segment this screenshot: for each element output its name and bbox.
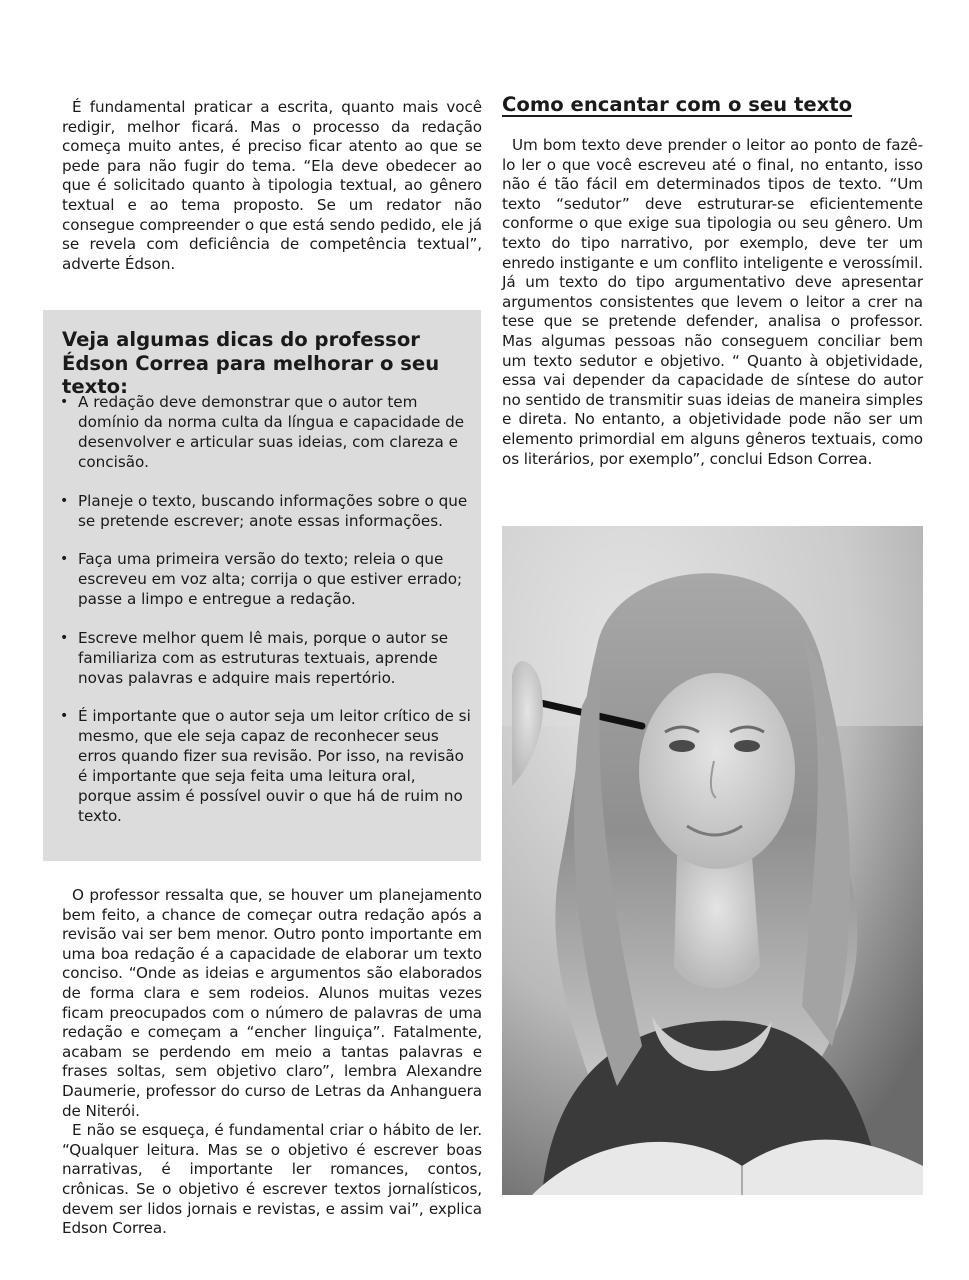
- tips-list: [60, 392, 472, 845]
- bullet-icon: •: [60, 708, 69, 724]
- bullet-icon: •: [60, 629, 69, 646]
- tip-item: [60, 491, 472, 531]
- tip-text: A redação deve demonstrar que o autor tem domínio da norma culta da língua e capacidade de desenvolver e articular suas ideias, com clareza e concisão.: [78, 393, 465, 471]
- tip-item: [60, 549, 472, 609]
- intro-column: [62, 98, 482, 274]
- outro-paragraph: O professor ressalta que, se houver um planejamento bem feito, a chance de começar outra redação após a revisão vai ser bem menor. Outro ponto importante em uma boa redação é a capacidade de elaborar um texto conciso. “Onde as ideias e argumentos são elaborados de forma clara e sem rodeios. Alunos muitas vezes ficam preocupados com o número de palavras de uma redação e começam a “encher linguiça”. Fatalmente, acabam se perdendo em meio a tantas palavras e frases soltas, sem objetivo claro”, lembra Alexandre Daumerie, professor do curso de Letras da Anhanguera de Niterói.: [62, 886, 482, 1120]
- student-illustration: [502, 526, 923, 1195]
- tips-title: Veja algumas dicas do professor Édson Correa para melhorar o seu texto:: [62, 328, 440, 398]
- tip-text: Planeje o texto, buscando informações sobre o que se pretende escrever; anote essas informações.: [78, 491, 468, 530]
- student-photo: [502, 526, 923, 1195]
- bullet-icon: •: [60, 394, 69, 410]
- tip-item: [60, 706, 472, 826]
- section-title: Como encantar com o seu texto: [502, 93, 853, 116]
- tip-text: Escreve melhor quem lê mais, porque o autor se familiariza com as estruturas textuais, aprende novas palavras e adquire mais repertório.: [78, 628, 449, 687]
- outro-paragraph: E não se esqueça, é fundamental criar o hábito de ler. “Qualquer leitura. Mas se o objetivo é escrever boas narrativas, é importante ler romances, contos, crônicas. Se o objetivo é escrever textos jornalísticos, devem ser lidos jornais e revistas, e assim vai”, explica Edson Correa.: [62, 1121, 482, 1238]
- section-body-column: [502, 136, 923, 469]
- tip-item: [60, 392, 472, 472]
- tip-text: Faça uma primeira versão do texto; releia o que escreveu em voz alta; corrija o que estiver errado; passe a limpo e entregue a redação.: [78, 550, 463, 608]
- outro-column: [62, 886, 482, 1239]
- tip-text: É importante que o autor seja um leitor crítico de si mesmo, que ele seja capaz de reconhecer seus erros quando fizer sua revisão. Por isso, na revisão é importante que seja feita uma leitura oral, porque assim é possível ouvir o que há de ruim no texto.: [78, 707, 471, 825]
- bullet-icon: •: [60, 492, 69, 509]
- bullet-icon: •: [60, 551, 69, 567]
- intro-paragraph: É fundamental praticar a escrita, quanto mais você redigir, melhor ficará. Mas o processo da redação começa muito antes, é preciso ficar atento ao que se pede para não fugir do tema. “Ela deve obedecer ao que é solicitado quanto à tipologia textual, ao gênero textual e ao tema proposto. Se um redator não consegue compreender o que está sendo pedido, ele já se revela com deficiência de competência textual”, adverte Édson.: [62, 98, 482, 273]
- tips-box: [43, 310, 481, 861]
- section-body: Um bom texto deve prender o leitor ao ponto de fazê-lo ler o que você escreveu até o final, no entanto, isso não é tão fácil em determinados tipos de texto. “Um texto “sedutor” deve estruturar-se eficientemente conforme o que exige sua tipologia ou seu gênero. Um texto do tipo narrativo, por exemplo, deve ter um enredo instigante e um conflito inteligente e verossímil. Já um texto do tipo argumentativo deve apresentar argumentos consistentes que levem o leitor a crer na tese que se pretende defender, analisa o professor. Mas algumas pessoas não conseguem conciliar bem um texto sedutor e objetivo. “ Quanto à objetividade, essa vai depender da capacidade de síntese do autor no sentido de transmitir suas ideias de maneira simples e direta. No entanto, a objetividade pode não ser um elemento primordial em alguns gêneros textuais, como os literários, por exemplo”, conclui Edson Correa.: [502, 136, 923, 468]
- tip-item: [60, 628, 472, 688]
